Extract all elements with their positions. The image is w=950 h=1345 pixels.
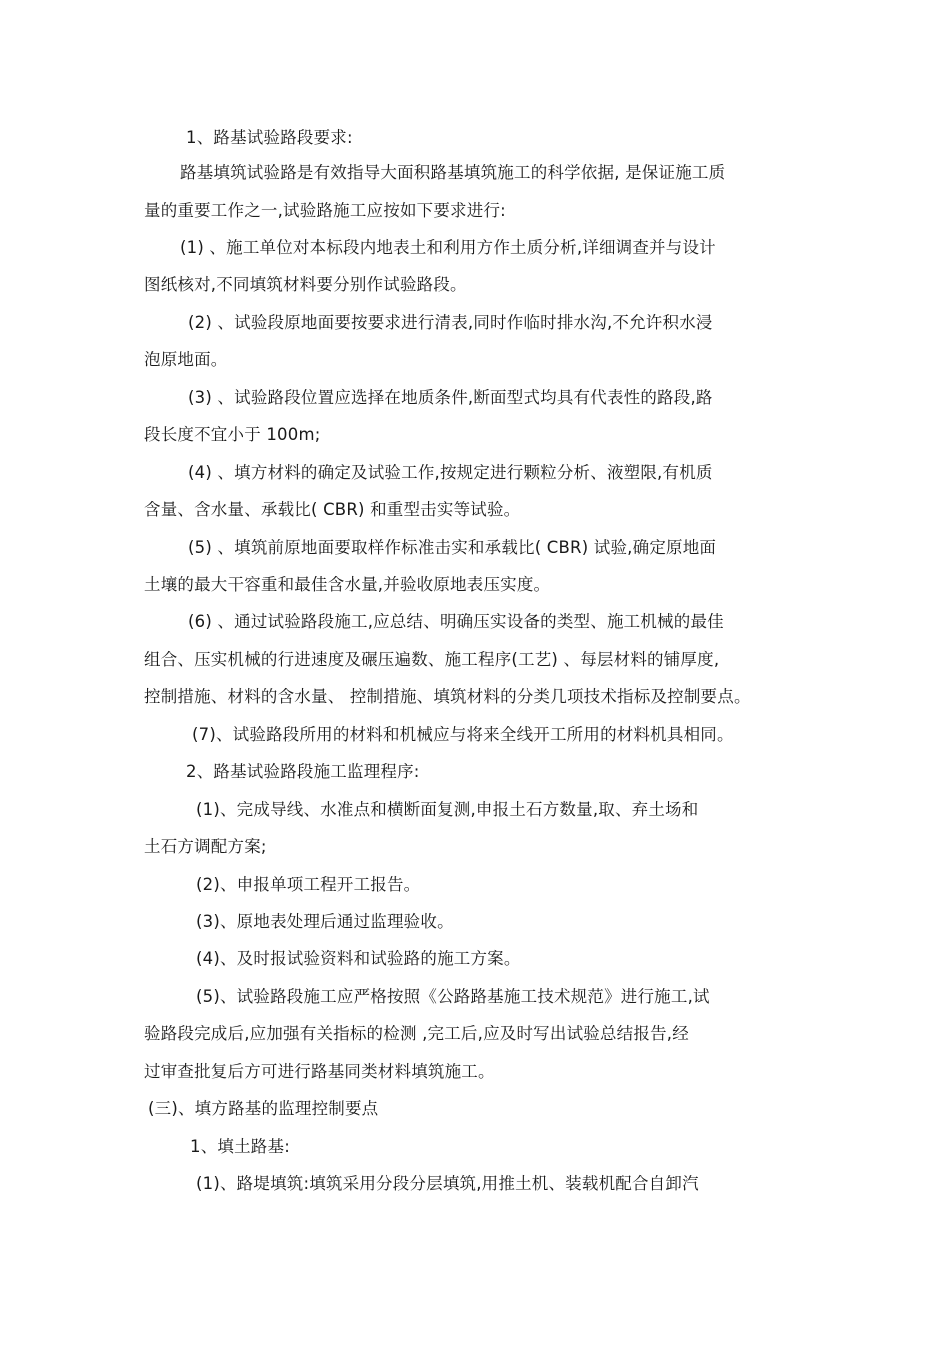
list-item-line: (3)、原地表处理后通过监理验收。 [196,912,454,931]
list-item-line: 控制措施、材料的含水量、 控制措施、填筑材料的分类几项技术指标及控制要点。 [144,687,751,706]
sub-heading: 1、填土路基: [190,1137,290,1156]
list-item-line: 验路段完成后,应加强有关指标的检测 ,完工后,应及时写出试验总结报告,经 [144,1024,689,1043]
list-item-line: (5)、试验路段施工应严格按照《公路路基施工技术规范》进行施工,试 [196,987,710,1006]
list-item-line: 土石方调配方案; [144,837,267,856]
section-heading: (三)、填方路基的监理控制要点 [148,1099,379,1118]
list-item-line: 组合、压实机械的行进速度及碾压遍数、施工程序(工艺) 、每层材料的铺厚度, [144,650,720,669]
list-item-line: 土壤的最大干容重和最佳含水量,并验收原地表压实度。 [144,575,551,594]
list-item-line: (1) 、施工单位对本标段内地表土和利用方作土质分析,详细调查并与设计 [180,238,716,257]
list-item-line: 含量、含水量、承载比( CBR) 和重型击实等试验。 [144,500,521,519]
list-item-line: (2) 、试验段原地面要按要求进行清表,同时作临时排水沟,不允许积水浸 [188,313,713,332]
list-item-line: (3) 、试验路段位置应选择在地质条件,断面型式均具有代表性的路段,路 [188,388,713,407]
list-item-line: 泡原地面。 [144,350,228,369]
paragraph-line: 路基填筑试验路是有效指导大面积路基填筑施工的科学依据, 是保证施工质 [180,163,726,182]
heading-1: 1、路基试验路段要求: [186,128,353,147]
heading-2: 2、路基试验路段施工监理程序: [186,762,420,781]
list-item-line: (4) 、填方材料的确定及试验工作,按规定进行颗粒分析、液塑限,有机质 [188,463,713,482]
list-item-line: (7)、试验路段所用的材料和机械应与将来全线开工所用的材料机具相同。 [192,725,734,744]
list-item-line: (6) 、通过试验路段施工,应总结、明确压实设备的类型、施工机械的最佳 [188,612,724,631]
list-item-line: (1)、路堤填筑:填筑采用分段分层填筑,用推土机、装载机配合自卸汽 [196,1174,699,1193]
paragraph-line: 量的重要工作之一,试验路施工应按如下要求进行: [144,201,506,220]
list-item-line: (5) 、填筑前原地面要取样作标准击实和承载比( CBR) 试验,确定原地面 [188,538,717,557]
list-item-line: 段长度不宜小于 100m; [144,425,321,444]
list-item-line: 过审查批复后方可进行路基同类材料填筑施工。 [144,1062,495,1081]
list-item-line: 图纸核对,不同填筑材料要分别作试验路段。 [144,275,467,294]
list-item-line: (2)、申报单项工程开工报告。 [196,875,421,894]
list-item-line: (1)、完成导线、水准点和横断面复测,申报土石方数量,取、弃土场和 [196,800,699,819]
list-item-line: (4)、及时报试验资料和试验路的施工方案。 [196,949,521,968]
